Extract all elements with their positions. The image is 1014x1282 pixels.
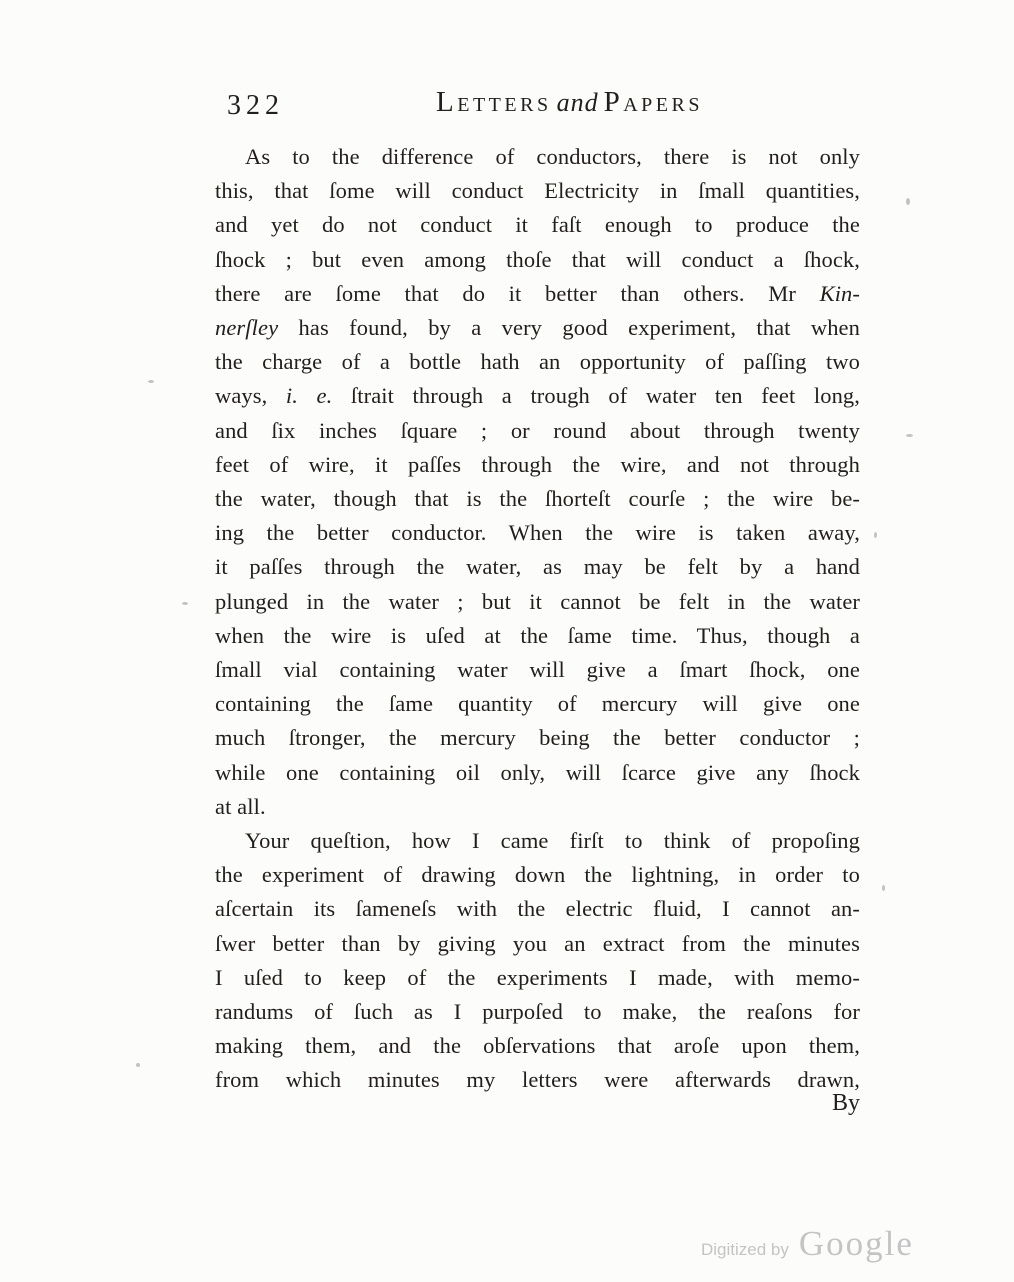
italic-text-segment: Kin- [819, 280, 860, 306]
text-line [215, 311, 860, 345]
text-segment: making them, and the obſervations that aroſe upon them, [215, 1033, 860, 1059]
text-segment: and yet do not conduct it faſt enough to produce the [215, 212, 860, 238]
text-segment: Your queſtion, how I came firſt to think of propoſing [245, 828, 860, 854]
text-segment: the charge of a bottle hath an opportunity of paſſing two [215, 349, 860, 375]
scan-speck [136, 1063, 140, 1067]
italic-text-segment: nerſley [215, 315, 279, 341]
scan-speck [882, 885, 885, 891]
page-body [215, 140, 860, 1098]
text-line [215, 1029, 860, 1063]
text-segment: while one containing oil only, will ſcarce give any ſhock [215, 759, 860, 785]
text-line [215, 892, 860, 926]
text-segment: there are ſome that do it better than others. Mr [215, 280, 820, 306]
text-segment: ſtrait through a trough of water ten feet long, [332, 383, 860, 409]
text-segment: ing the better conductor. When the wire is taken away, [215, 520, 860, 546]
title-word-and: and [556, 88, 599, 117]
text-segment: feet of wire, it paſſes through the wire, and not through [215, 451, 860, 477]
title-word-letters: Letters [436, 86, 552, 118]
text-segment: and ſix inches ſquare ; or round about through twenty [215, 417, 860, 443]
scan-speck [222, 668, 225, 674]
text-segment: the experiment of drawing down the lightning, in order to [215, 862, 860, 888]
text-line [215, 414, 860, 448]
text-line [215, 174, 860, 208]
text-line [215, 756, 860, 790]
text-segment: it paſſes through the water, as may be felt by a hand [215, 554, 860, 580]
text-line [215, 140, 860, 174]
title-word-papers: Papers [603, 86, 703, 118]
text-segment: much ſtronger, the mercury being the better conductor ; [215, 725, 860, 751]
text-segment: ways, [215, 383, 286, 409]
text-line [215, 243, 860, 277]
text-line [215, 824, 860, 858]
text-line [215, 448, 860, 482]
scan-speck [148, 380, 154, 383]
text-line [215, 277, 860, 311]
page-number: 322 [227, 90, 284, 121]
running-head [215, 86, 860, 128]
watermark-prefix: Digitized by [701, 1240, 789, 1259]
catchword: By [831, 1090, 860, 1116]
text-line [215, 653, 860, 687]
text-line [215, 721, 860, 755]
text-line [215, 585, 860, 619]
google-logo: Google [798, 1224, 914, 1263]
scan-speck [906, 198, 910, 205]
text-line [215, 345, 860, 379]
text-line [215, 858, 860, 892]
scan-speck [906, 434, 913, 437]
watermark [701, 1224, 914, 1264]
text-segment: As to the difference of conductors, there is not only [245, 144, 860, 169]
text-segment: has found, by a very good experiment, that when [278, 315, 860, 341]
text-segment: randums of ſuch as I purpoſed to make, the reaſons for [215, 999, 860, 1025]
text-line [215, 995, 860, 1029]
text-line [215, 687, 860, 721]
text-segment: containing the ſame quantity of mercury will give one [215, 691, 860, 717]
text-line [215, 961, 860, 995]
scan-speck [182, 602, 188, 605]
text-segment: ſhock ; but even among thoſe that will conduct a ſhock, [215, 246, 860, 272]
text-line [215, 790, 860, 824]
text-line [215, 482, 860, 516]
text-segment: at all. [215, 793, 266, 819]
text-line [215, 516, 860, 550]
text-segment: when the wire is uſed at the ſame time. Thus, though a [215, 622, 860, 648]
text-segment: ſwer better than by giving you an extract from the minutes [215, 930, 860, 956]
scan-speck [874, 532, 877, 538]
text-segment: I uſed to keep of the experiments I made, with memo- [215, 964, 860, 990]
text-segment: aſcertain its ſameneſs with the electric fluid, I cannot an- [215, 896, 860, 922]
text-line [215, 550, 860, 584]
italic-text-segment: i. e. [285, 383, 333, 409]
text-segment: ſmall vial containing water will give a ſmart ſhock, one [215, 657, 860, 683]
text-segment: plunged in the water ; but it cannot be felt in the water [215, 588, 860, 614]
text-line [215, 619, 860, 653]
text-segment: from which minutes my letters were afterwards drawn, [215, 1067, 860, 1093]
text-segment: the water, though that is the ſhorteſt courſe ; the wire be- [215, 486, 860, 512]
text-segment: this, that ſome will conduct Electricity in ſmall quantities, [215, 178, 860, 204]
text-line [215, 379, 860, 413]
page-title [247, 86, 892, 119]
text-line [215, 927, 860, 961]
text-line [215, 208, 860, 242]
